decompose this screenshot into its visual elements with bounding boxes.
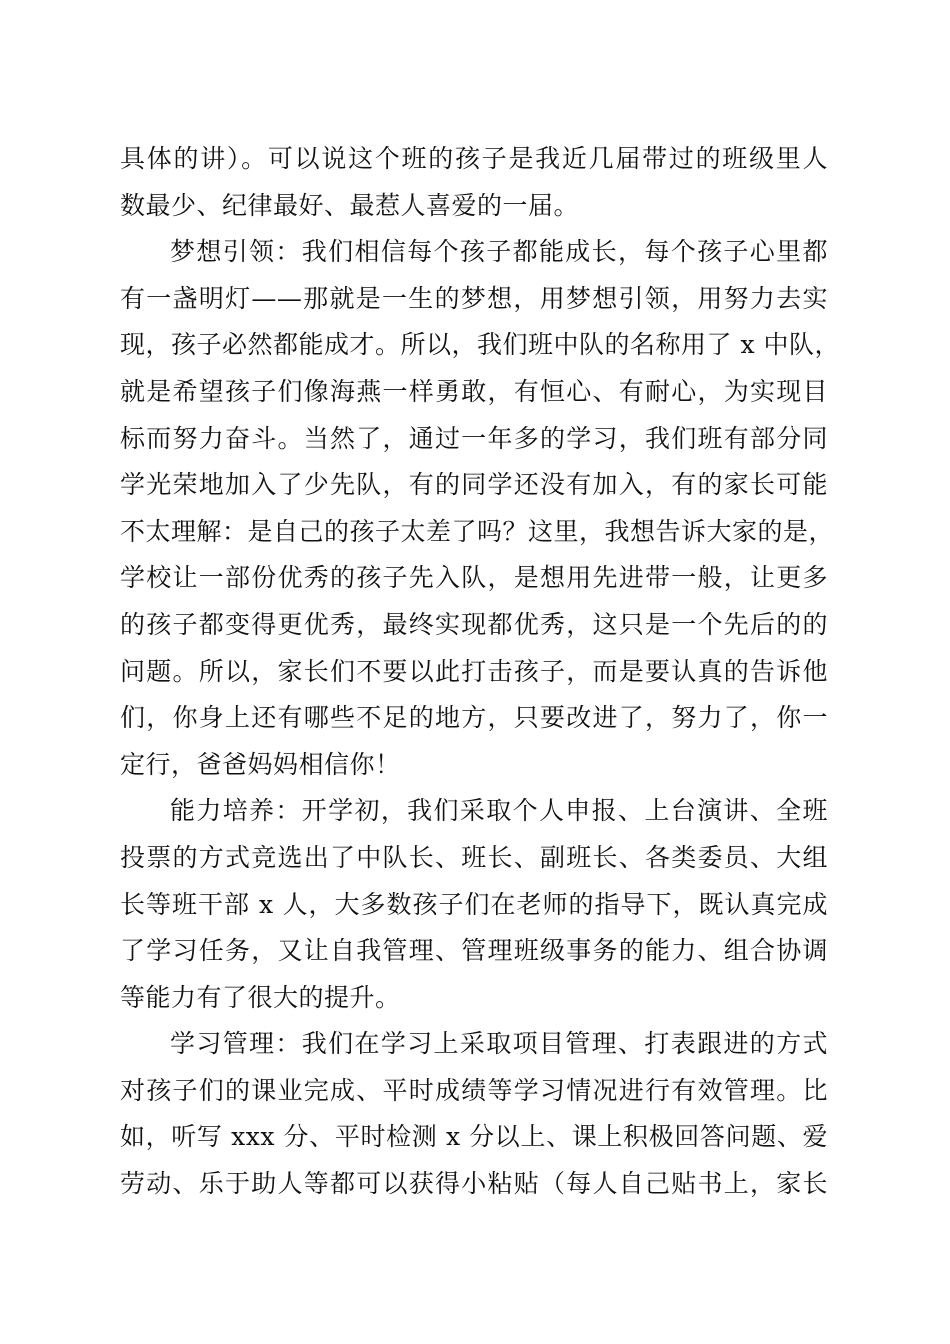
text-line: 的孩子都变得更优秀，最终实现都优秀，这只是一个先后的的 (120, 609, 828, 639)
text-line: 梦想引领：我们相信每个孩子都能成长，每个孩子心里都 (170, 237, 828, 267)
text-line: 如，听写 xxx 分、平时检测 x 分以上、课上积极回答问题、爱 (120, 1122, 828, 1152)
paragraph-study-management (120, 1021, 828, 1207)
text-line: 们，你身上还有哪些不足的地方，只要改进了，努力了，你一 (120, 703, 828, 733)
text-line: 能力培养：开学初，我们采取个人申报、上台演讲、全班 (170, 796, 828, 826)
text-line: 学习管理：我们在学习上采取项目管理、打表跟进的方式 (170, 1029, 828, 1059)
paragraph-continued-intro (120, 136, 828, 229)
text-line: 对孩子们的课业完成、平时成绩等学习情况进行有效管理。比 (120, 1075, 828, 1105)
text-line: 等能力有了很大的提升。 (120, 982, 401, 1012)
text-line: 学光荣地加入了少先队，有的同学还没有加入，有的家长可能 (120, 470, 828, 500)
text-line: 问题。所以，家长们不要以此打击孩子，而是要认真的告诉他 (120, 656, 828, 686)
paragraph-ability-training (120, 788, 828, 1021)
text-line: 劳动、乐于助人等都可以获得小粘贴（每人自己贴书上，家长 (120, 1169, 828, 1199)
text-line: 数最少、纪律最好、最惹人喜爱的一届。 (120, 190, 580, 220)
text-line: 就是希望孩子们像海燕一样勇敢，有恒心、有耐心，为实现目 (120, 376, 828, 406)
text-line: 投票的方式竞选出了中队长、班长、副班长、各类委员、大组 (120, 842, 828, 872)
document-page (120, 136, 840, 1208)
text-line: 了学习任务，又让自我管理、管理班级事务的能力、组合协调 (120, 936, 828, 966)
text-line: 现，孩子必然都能成才。所以，我们班中队的名称用了 x 中队， (120, 330, 840, 360)
text-line: 具体的讲）。可以说这个班的孩子是我近几届带过的班级里人 (120, 144, 828, 173)
text-line: 定行，爸爸妈妈相信你！ (120, 749, 401, 779)
text-line: 有一盏明灯——那就是一生的梦想，用梦想引领，用努力去实 (120, 283, 828, 313)
text-line: 不太理解：是自己的孩子太差了吗？这里，我想告诉大家的是， (120, 516, 835, 546)
paragraph-dream-guidance (120, 229, 840, 788)
text-line: 长等班干部 x 人，大多数孩子们在老师的指导下，既认真完成 (120, 889, 828, 919)
text-line: 学校让一部份优秀的孩子先入队，是想用先进带一般，让更多 (120, 563, 828, 593)
text-line: 标而努力奋斗。当然了，通过一年多的学习，我们班有部分同 (120, 423, 828, 453)
